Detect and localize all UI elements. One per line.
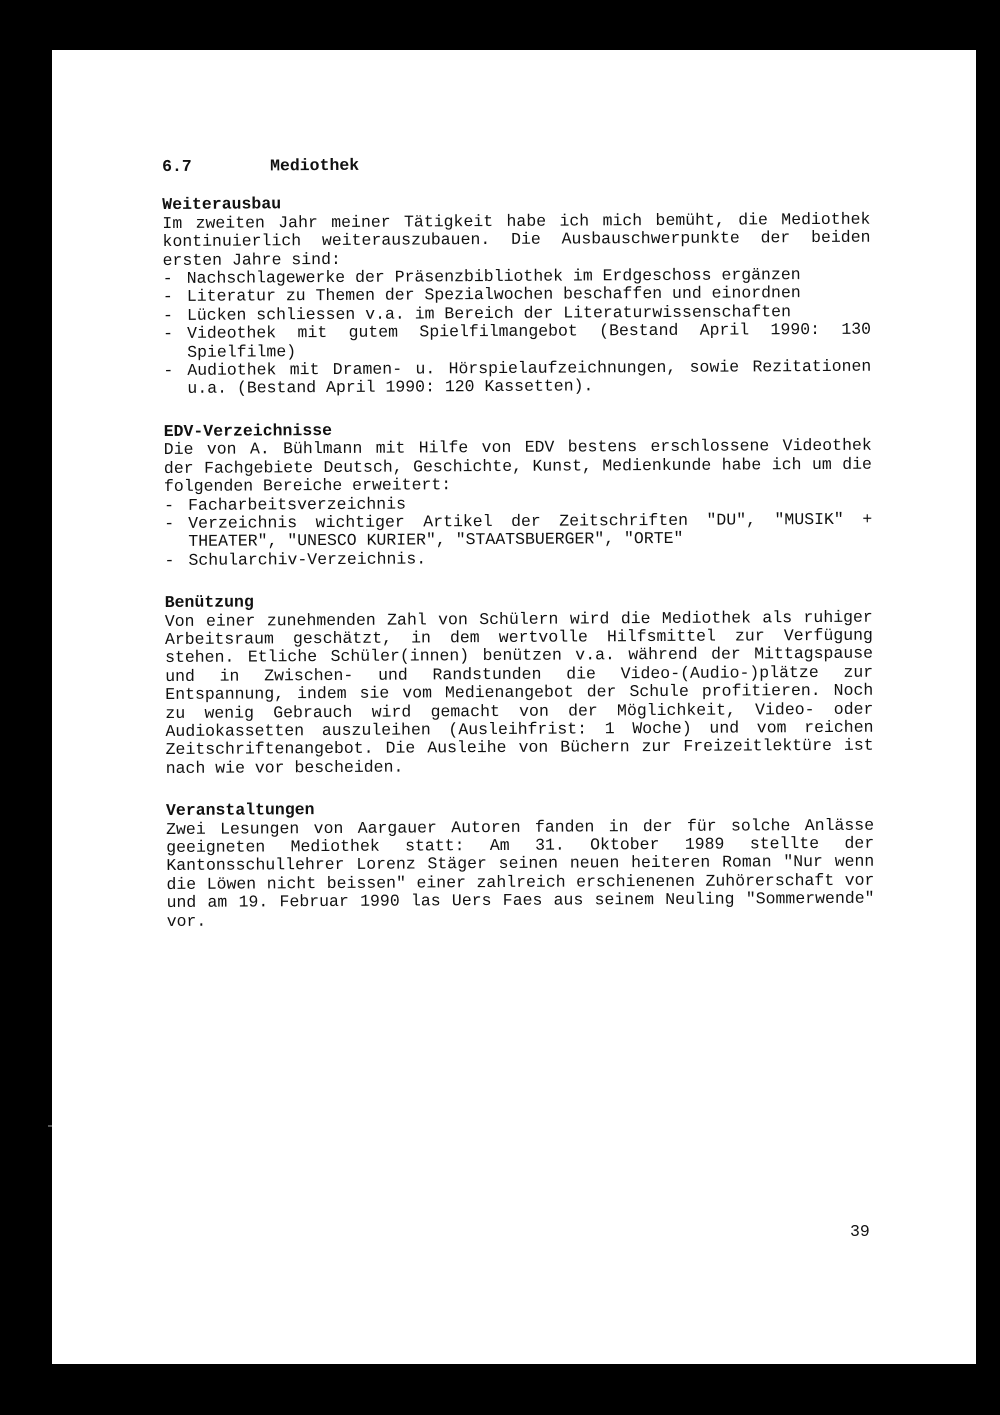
list-item: - Videothek mit gutem Spielfilmangebot (Bestand April 1990: 130 Spielfilme) (163, 321, 871, 362)
section-benuetzung (165, 590, 874, 778)
chapter-heading (162, 154, 870, 177)
section-title: Veranstaltungen (165, 800, 315, 821)
document-page (52, 50, 976, 1364)
list-item: - Facharbeitsverzeichnis (164, 492, 872, 515)
section-paragraph: Zwei Lesungen von Aargauer Autoren fanden in der für solche Anlässe geeigneten Mediothek statt: Am 31. Oktober 1989 stellte der Kantonsschullehrer Lorenz Stäger seinen neuen heiteren Roman "Nur wenn die Löwen nicht beissen" einer zahlreich erschienenen Zuhörerschaft vor und am 19. Februar 1990 las Uers Faes aus seinem Neuling "Sommerwende" vor. (166, 815, 875, 931)
list-item: - Audiothek mit Dramen- u. Hörspielaufzeichnungen, sowie Rezitationen u.a. (Bestand April 1990: 120 Kassetten). (163, 358, 871, 399)
section-paragraph: Die von A. Bühlmann mit Hilfe von EDV bestens erschlossene Videothek der Fachgebiete Deutsch, Geschichte, Kunst, Medienkunde habe ich um die folgenden Bereiche erweitert: (163, 435, 872, 497)
bullet-list (163, 266, 872, 399)
section-paragraph: Im zweiten Jahr meiner Tätigkeit habe ich mich bemüht, die Mediothek kontinuierlich weiterauszubauen. Die Ausbauschwerpunkte der beiden ersten Jahre sind: (162, 209, 871, 270)
section-paragraph: Von einer zunehmenden Zahl von Schülern wird die Mediothek als ruhiger Arbeitsraum geschätzt, in dem wertvolle Hilfsmittel zur Verfügung stehen. Etliche Schüler(innen) benützen v.a. während der Mittagspause und in Zwischen- und Randstunden die Video-(Audio-)plätze zur Entspannung, indem sie vom Medienangebot der Schule profitieren. Noch zu wenig Gebrauch wird gemacht von der Möglichkeit, Video- oder Audiokassetten auszuleihen (Ausleihfrist: 1 Woche) und vom reichen Zeitschriftenangebot. Die Ausleihe von Büchern zur Freizeitlektüre ist nach wie vor bescheiden. (164, 607, 874, 778)
list-item: - Literatur zu Themen der Spezialwochen beschaffen und einordnen (163, 284, 871, 307)
heading-number: 6.7 (161, 156, 192, 176)
page-content (162, 154, 875, 955)
list-item: - Nachschlagewerke der Präsenzbibliothek im Erdgeschoss ergänzen (163, 266, 871, 289)
scan-mark (48, 1125, 52, 1127)
list-item: - Schularchiv-Verzeichnis. (164, 547, 872, 570)
list-item: - Verzeichnis wichtiger Artikel der Zeitschriften "DU", "MUSIK" + THEATER", "UNESCO KURIER", "STAATSBUERGER", "ORTE" (164, 511, 872, 552)
section-title: Weiterausbau (162, 194, 282, 215)
section-title: EDV-Verzeichnisse (163, 420, 333, 441)
section-edv-verzeichnisse (164, 419, 873, 571)
list-item: - Lücken schliessen v.a. im Bereich der Literaturwissenschaften (163, 303, 871, 326)
page-number: 39 (850, 1222, 870, 1241)
section-veranstaltungen (166, 798, 875, 931)
section-weiterausbau (162, 192, 871, 399)
heading-title: Mediothek (269, 155, 360, 176)
bullet-list (164, 492, 872, 570)
section-title: Benützung (164, 592, 254, 613)
